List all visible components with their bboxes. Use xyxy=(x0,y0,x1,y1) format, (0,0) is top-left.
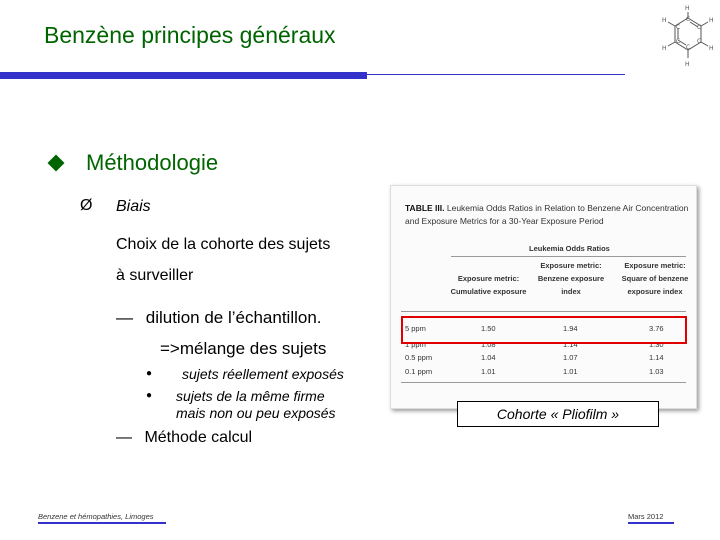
header-rule-thin xyxy=(367,74,625,75)
svg-text:H: H xyxy=(662,45,667,52)
svg-text:C: C xyxy=(676,24,681,31)
col1-header-line1: Exposure metric: xyxy=(457,274,520,283)
cohorte-callout: Cohorte « Pliofilm » xyxy=(457,401,659,427)
svg-text:C: C xyxy=(697,24,702,31)
table-rule xyxy=(401,382,686,383)
col3-header-line3: exposure index xyxy=(627,287,683,296)
row-value: 1.01 xyxy=(481,367,496,376)
row-value: 1.50 xyxy=(481,324,496,333)
col2-header-line2: Benzene exposure xyxy=(537,274,605,283)
bullet-methodologie-label: Méthodologie xyxy=(86,150,219,175)
row-value: 1.14 xyxy=(649,353,664,362)
col3-header-line1: Exposure metric: xyxy=(624,261,686,270)
arrow-bullet-icon: Ø xyxy=(80,197,93,214)
sub-item-2-line-2: mais non ou peu exposés xyxy=(176,405,336,421)
row-value: 3.76 xyxy=(649,324,664,333)
svg-text:H: H xyxy=(685,61,690,68)
dash-item-dilution xyxy=(116,308,322,328)
sub-item-2-line-1: sujets de la même firme xyxy=(176,388,325,404)
dilution-text: dilution de l’échantillon. xyxy=(145,308,322,327)
table-rule xyxy=(401,311,686,312)
dot-bullet-icon: ● xyxy=(146,368,153,379)
choix-line-2: à surveiller xyxy=(116,267,194,284)
diamond-bullet-icon xyxy=(48,155,65,172)
row-value: 1.14 xyxy=(563,340,578,349)
row-conc: 5 ppm xyxy=(405,324,426,333)
col3-header-line2: Square of benzene xyxy=(621,274,689,283)
table-rule xyxy=(451,256,686,257)
row-value: 1.07 xyxy=(563,353,578,362)
row-value: 1.94 xyxy=(563,324,578,333)
row-conc: 0.1 ppm xyxy=(405,367,433,376)
benzene-molecule-icon xyxy=(650,4,720,70)
choix-line-1: Choix de la cohorte des sujets xyxy=(116,236,331,253)
table-caption-line2: and Exposure Metrics for a 30-Year Exposure Period xyxy=(405,216,604,226)
svg-text:H: H xyxy=(709,45,714,52)
slide-title: Benzène principes généraux xyxy=(44,22,336,48)
footer-right: Mars 2012 xyxy=(628,512,664,521)
table-caption xyxy=(405,202,688,228)
table-caption-line1: Leukemia Odds Ratios in Relation to Benzene Air Concentration xyxy=(444,203,689,213)
dot-bullet-icon: ● xyxy=(146,390,153,401)
svg-text:C: C xyxy=(676,38,681,45)
col2-header-line3: index xyxy=(561,287,581,296)
footer-left: Benzene et hémopathies, Limoges xyxy=(38,512,154,521)
svg-text:C: C xyxy=(686,44,691,51)
row-conc: 0.5 ppm xyxy=(405,353,433,362)
svg-text:H: H xyxy=(685,5,690,12)
svg-text:H: H xyxy=(709,17,714,24)
row-value: 1.03 xyxy=(649,367,664,376)
bullet-methodologie xyxy=(46,150,218,176)
svg-text:C: C xyxy=(697,38,702,45)
table-group-header: Leukemia Odds Ratios xyxy=(529,244,610,253)
col1-header-line2: Cumulative exposure xyxy=(450,287,527,296)
svg-text:H: H xyxy=(662,17,667,24)
footer-rule-right xyxy=(628,522,674,524)
row-conc: 1 ppm xyxy=(405,340,426,349)
dash-item-methode xyxy=(116,429,252,447)
methode-text: Méthode calcul xyxy=(144,429,253,446)
table-caption-bold: TABLE III. xyxy=(405,203,445,213)
biais-label: Biais xyxy=(116,198,151,215)
row-value: 1.01 xyxy=(563,367,578,376)
dash-icon: — xyxy=(116,308,133,327)
sub-item-1: sujets réellement exposés xyxy=(182,366,344,382)
footer-rule-left xyxy=(38,522,166,524)
row-value: 1.04 xyxy=(481,353,496,362)
row-value: 1.08 xyxy=(481,340,496,349)
odds-ratio-table xyxy=(390,185,697,409)
header-rule-thick xyxy=(0,72,367,79)
highlight-box xyxy=(401,316,687,344)
col2-header-line1: Exposure metric: xyxy=(540,261,602,270)
row-value: 1.30 xyxy=(649,340,664,349)
melange-text: =>mélange des sujets xyxy=(160,339,327,358)
dash-icon: — xyxy=(116,429,132,446)
svg-text:C: C xyxy=(686,16,691,23)
